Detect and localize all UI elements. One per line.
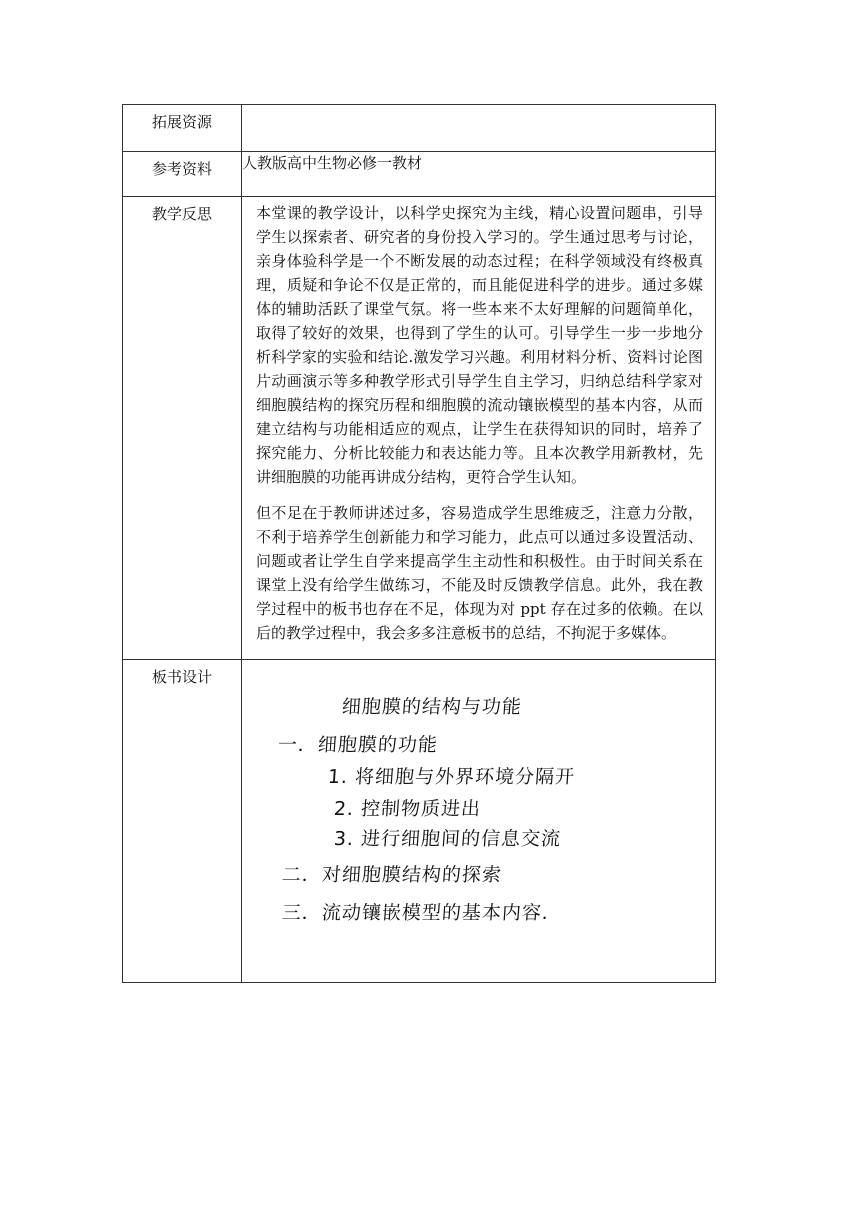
table-row — [123, 105, 716, 152]
board-line: 二．对细胞膜结构的探索 — [281, 864, 503, 886]
board-line: 一．细胞膜的功能 — [277, 734, 439, 756]
board-line: 2. 控制物质进出 — [333, 798, 482, 820]
reflection-paragraph: 本堂课的教学设计，以科学史探究为主线，精心设置问题串，引导学生以探索者、研究者的身份投入学习的。学生通过思考与讨论，亲身体验科学是一个不断发展的动态过程；在科学领域没有终极真理，质疑和争论不仅是正常的，而且能促进科学的进步。通过多媒体的辅助活跃了课堂气氛。将一些本来不太好理解的问题简单化，取得了较好的效果，也得到了学生的认可。引导学生一步一步地分析科学家的实验和结论.激发学习兴趣。利用材料分析、资料讨论图片动画演示等多种教学形式引导学生自主学习，归纳总结科学家对细胞膜结构的探究历程和细胞膜的流动镶嵌模型的基本内容，从而建立结构与功能相适应的观点，让学生在获得知识的同时，培养了探究能力、分析比较能力和表达能力等。且本次教学用新教材，先讲细胞膜的功能再讲成分结构，更符合学生认知。 — [256, 204, 703, 486]
blackboard-design — [242, 660, 715, 976]
board-line: 三．流动镶嵌模型的基本内容. — [281, 902, 550, 924]
row-value — [242, 105, 716, 152]
lesson-table — [122, 104, 716, 983]
row-label: 参考资料 — [123, 152, 242, 197]
reference-text: 人教版高中生物必修一教材 — [242, 152, 716, 197]
board-line: 1. 将细胞与外界环境分隔开 — [327, 766, 576, 788]
reflection-paragraph: 但不足在于教师讲述过多，容易造成学生思维疲乏，注意力分散，不利于培养学生创新能力和学习能力，此点可以通过多设置活动、问题或者让学生自学来提高学生主动性和积极性。由于时间关系在课堂上没有给学生做练习，不能及时反馈教学信息。此外，我在教学过程中的板书也存在不足，体现为对 ppt 存在过多的依赖。在以后的教学过程中，我会多多注意板书的总结，不拘泥于多媒体。 — [256, 504, 703, 642]
reflection-cell — [242, 197, 716, 660]
table-row — [123, 197, 716, 660]
row-label: 拓展资源 — [123, 105, 242, 152]
board-title: 细胞膜的结构与功能 — [341, 696, 523, 718]
row-label: 板书设计 — [123, 660, 242, 983]
row-label: 教学反思 — [123, 197, 242, 660]
table-row — [123, 152, 716, 197]
blackboard-cell — [242, 660, 716, 983]
table-row — [123, 660, 716, 983]
board-line: 3. 进行细胞间的信息交流 — [333, 828, 562, 850]
